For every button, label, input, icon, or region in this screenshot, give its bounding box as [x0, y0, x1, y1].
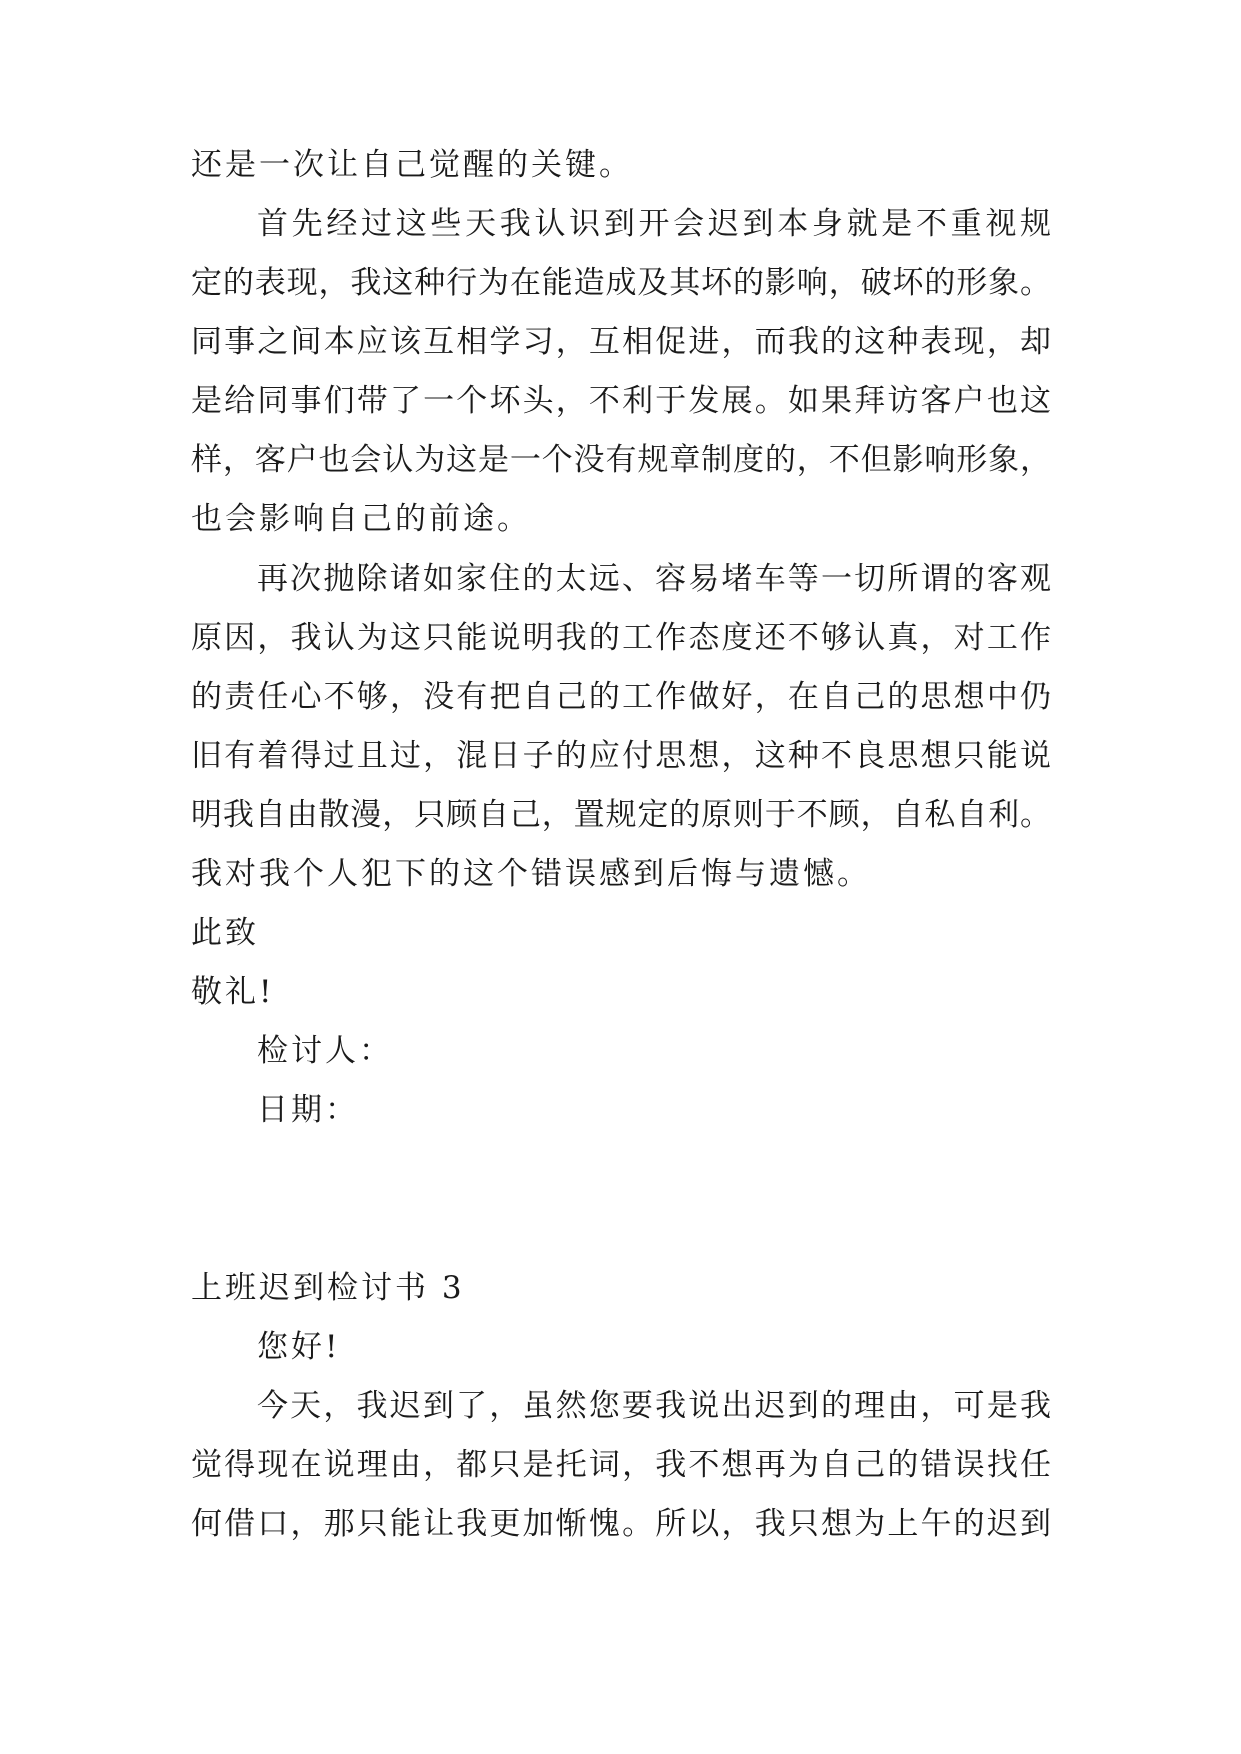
- closing-salutation: 此致: [191, 915, 259, 951]
- paragraph-line: 也会影响自己的前途。: [191, 501, 531, 537]
- paragraph-line: 是给同事们带了一个坏头，不利于发展。如果拜访客户也这: [191, 383, 1051, 419]
- paragraph-line: 还是一次让自己觉醒的关键。: [191, 147, 633, 183]
- paragraph-line: 今天，我迟到了，虽然您要我说出迟到的理由，可是我: [257, 1388, 1051, 1424]
- paragraph-line: 我对我个人犯下的这个错误感到后悔与遗憾。: [191, 856, 871, 892]
- paragraph-line: 明我自由散漫，只顾自己，置规定的原则于不顾，自私自利。: [191, 797, 1051, 833]
- paragraph-line: 的责任心不够，没有把自己的工作做好，在自己的思想中仍: [191, 679, 1051, 715]
- section-title: 上班迟到检讨书 3: [191, 1270, 465, 1306]
- date-label: 日期：: [257, 1092, 359, 1128]
- paragraph-line: 原因，我认为这只能说明我的工作态度还不够认真，对工作: [191, 620, 1051, 656]
- paragraph-line: 觉得现在说理由，都只是托词，我不想再为自己的错误找任: [191, 1447, 1051, 1483]
- paragraph-line: 同事之间本应该互相学习，互相促进，而我的这种表现，却: [191, 324, 1051, 360]
- closing-respect: 敬礼!: [191, 974, 275, 1010]
- paragraph-line: 何借口，那只能让我更加惭愧。所以，我只想为上午的迟到: [191, 1506, 1051, 1542]
- paragraph-line: 定的表现，我这种行为在能造成及其坏的影响，破坏的形象。: [191, 265, 1051, 301]
- paragraph-line: 旧有着得过且过，混日子的应付思想，这种不良思想只能说: [191, 738, 1051, 774]
- greeting: 您好!: [257, 1329, 341, 1365]
- signer-label: 检讨人：: [257, 1033, 393, 1069]
- paragraph-line: 首先经过这些天我认识到开会迟到本身就是不重视规: [257, 206, 1051, 242]
- paragraph-line: 样，客户也会认为这是一个没有规章制度的，不但影响形象，: [191, 442, 1051, 478]
- paragraph-line: 再次抛除诸如家住的太远、容易堵车等一切所谓的客观: [257, 561, 1051, 597]
